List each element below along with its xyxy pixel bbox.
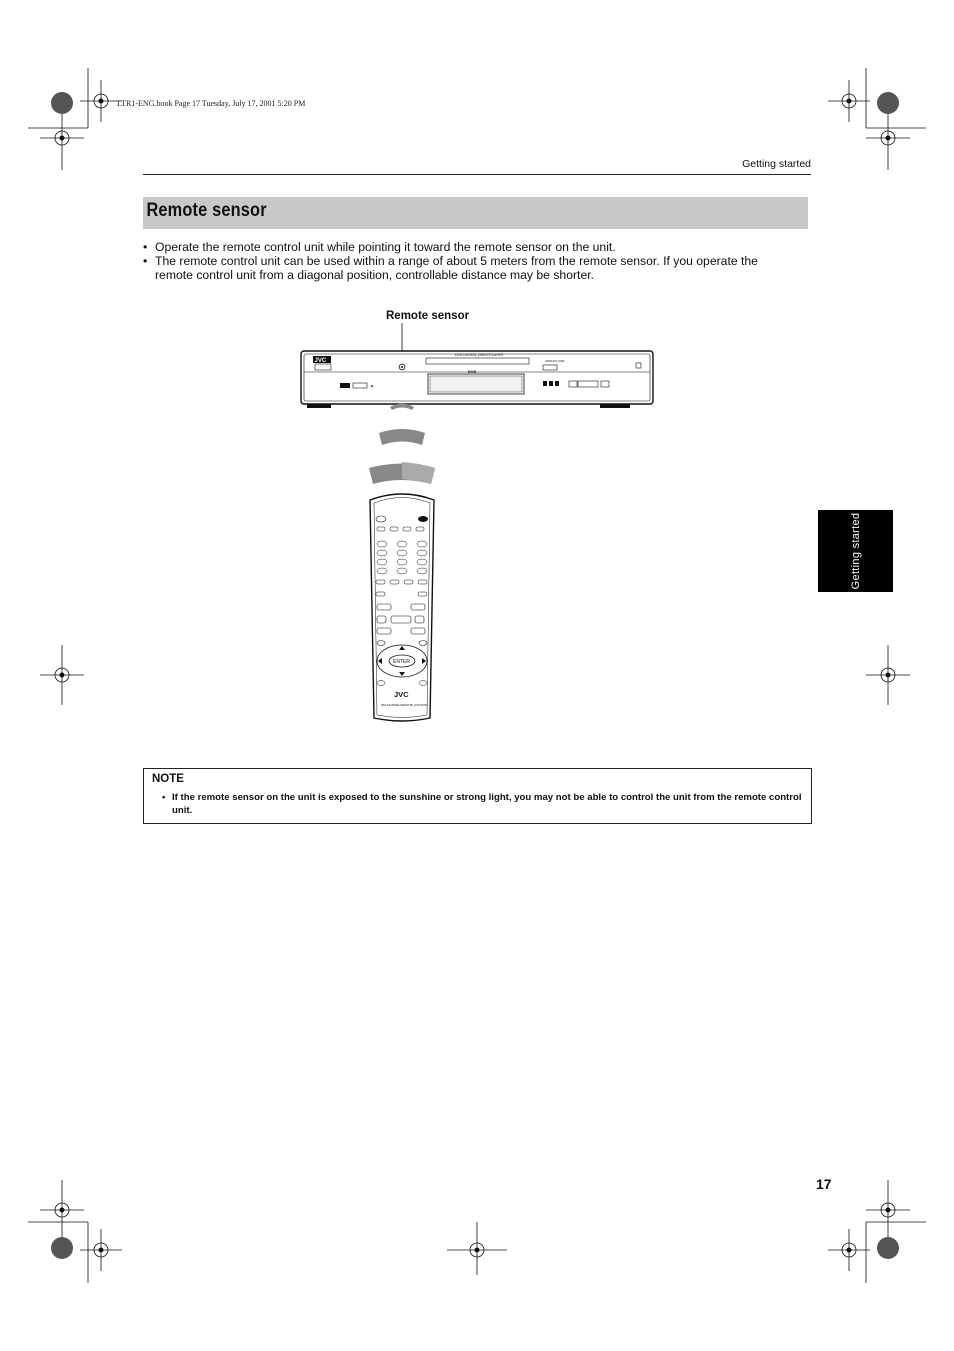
- model-text: DVD DIGITAL VIDEO PLAYER: [455, 353, 503, 357]
- svg-text:DVD: DVD: [468, 369, 477, 374]
- signal-waves: [369, 404, 435, 485]
- print-info: LTR1-ENG.book Page 17 Tuesday, July 17, 2001 5:20 PM: [117, 99, 306, 108]
- svg-text:✕: ✕: [370, 384, 375, 390]
- remote-sensor-callout: Remote sensor: [386, 310, 470, 322]
- list-item: • Operate the remote control unit while pointing it toward the remote sensor on the unit.: [143, 240, 793, 254]
- chapter-tab: [818, 510, 893, 592]
- page-number: 17: [816, 1176, 832, 1192]
- dvd-player-illustration: [301, 351, 653, 408]
- page-title: Remote sensor: [146, 200, 267, 221]
- remote-footer-text: RM-SXV009A REMOTE CONTROL: [381, 703, 429, 707]
- section-header: Getting started: [742, 158, 811, 170]
- list-item: • The remote control unit can be used within a range of about 5 meters from the remote sensor. If you operate the remote control unit from a diagonal position, controllable distance may be shorter.: [143, 254, 793, 282]
- svg-text:OPEN/CLOSE: OPEN/CLOSE: [545, 359, 565, 363]
- note-box: [143, 768, 812, 824]
- enter-label: ENTER: [393, 659, 410, 665]
- remote-brand-logo: JVC: [394, 690, 409, 699]
- note-text: • If the remote sensor on the unit is exposed to the sunshine or strong light, you may not be able to control the unit from the remote control unit.: [156, 791, 812, 817]
- note-title: NOTE: [152, 773, 184, 785]
- chapter-tab-label: Getting started: [849, 512, 862, 590]
- brand-mark: JVC: [314, 358, 327, 364]
- remote-control-illustration: [370, 494, 434, 721]
